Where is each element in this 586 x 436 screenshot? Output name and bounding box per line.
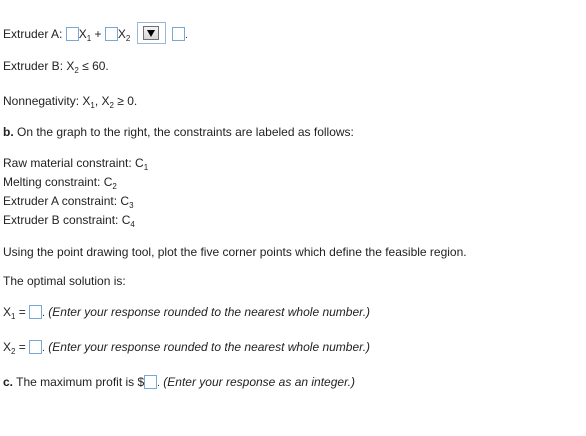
period: . (185, 30, 188, 41)
extruder-a-label: Extruder A: (3, 27, 63, 41)
dropdown-arrow-icon (147, 30, 155, 37)
extruder-a-rhs-input[interactable] (172, 27, 185, 41)
nonnegativity-label: Nonnegativity: X (3, 94, 91, 108)
x2-answer-row: $X_2$ = . (Enter your response rounded to the nearest whole number.) (3, 340, 371, 356)
extruder-a-row (3, 22, 188, 44)
part-c-row: c. The maximum profit is $ . (Enter your response as an integer.) (3, 375, 355, 389)
x2-hint: (Enter your response rounded to the nearest whole number.) (48, 340, 371, 354)
constraint-raw-material: Raw material constraint: $C_1$ (3, 156, 149, 172)
constraint-extruder-b: Extruder B constraint: $C_4$ (3, 213, 135, 229)
extruder-a-coef2-input[interactable] (105, 27, 118, 41)
part-c-hint: (Enter your response as an integer.) (163, 375, 355, 389)
x1-hint: (Enter your response rounded to the nearest whole number.) (48, 305, 371, 319)
extruder-b-row: Extruder B: $X_2 \le 60$. (3, 59, 109, 75)
extruder-a-coef1-input[interactable] (66, 27, 79, 41)
x2-answer-input[interactable] (29, 340, 42, 354)
constraint-extruder-a: Extruder A constraint: $C_3$ (3, 194, 134, 210)
extruder-b-label: Extruder B: X (3, 59, 75, 73)
plus-sign: + (94, 27, 102, 41)
var-x2: $X_2$ (117, 27, 131, 43)
part-b-heading: b. On the graph to the right, the constraints are labeled as follows: (3, 125, 354, 139)
var-x1: $X_1$ (78, 27, 92, 43)
instruction-text: Using the point drawing tool, plot the five corner points which define the feasible region. (3, 245, 467, 259)
nonnegativity-row: Nonnegativity: $X_1$, $X_2 \ge 0$. (3, 94, 138, 110)
optimal-solution-label: The optimal solution is: (3, 274, 126, 288)
max-profit-input[interactable] (144, 375, 157, 389)
x1-answer-input[interactable] (29, 305, 42, 319)
inequality-dropdown[interactable] (137, 22, 166, 44)
x1-answer-row: $X_1$ = . (Enter your response rounded to the nearest whole number.) (3, 305, 371, 321)
constraint-melting: Melting constraint: $C_2$ (3, 175, 117, 191)
